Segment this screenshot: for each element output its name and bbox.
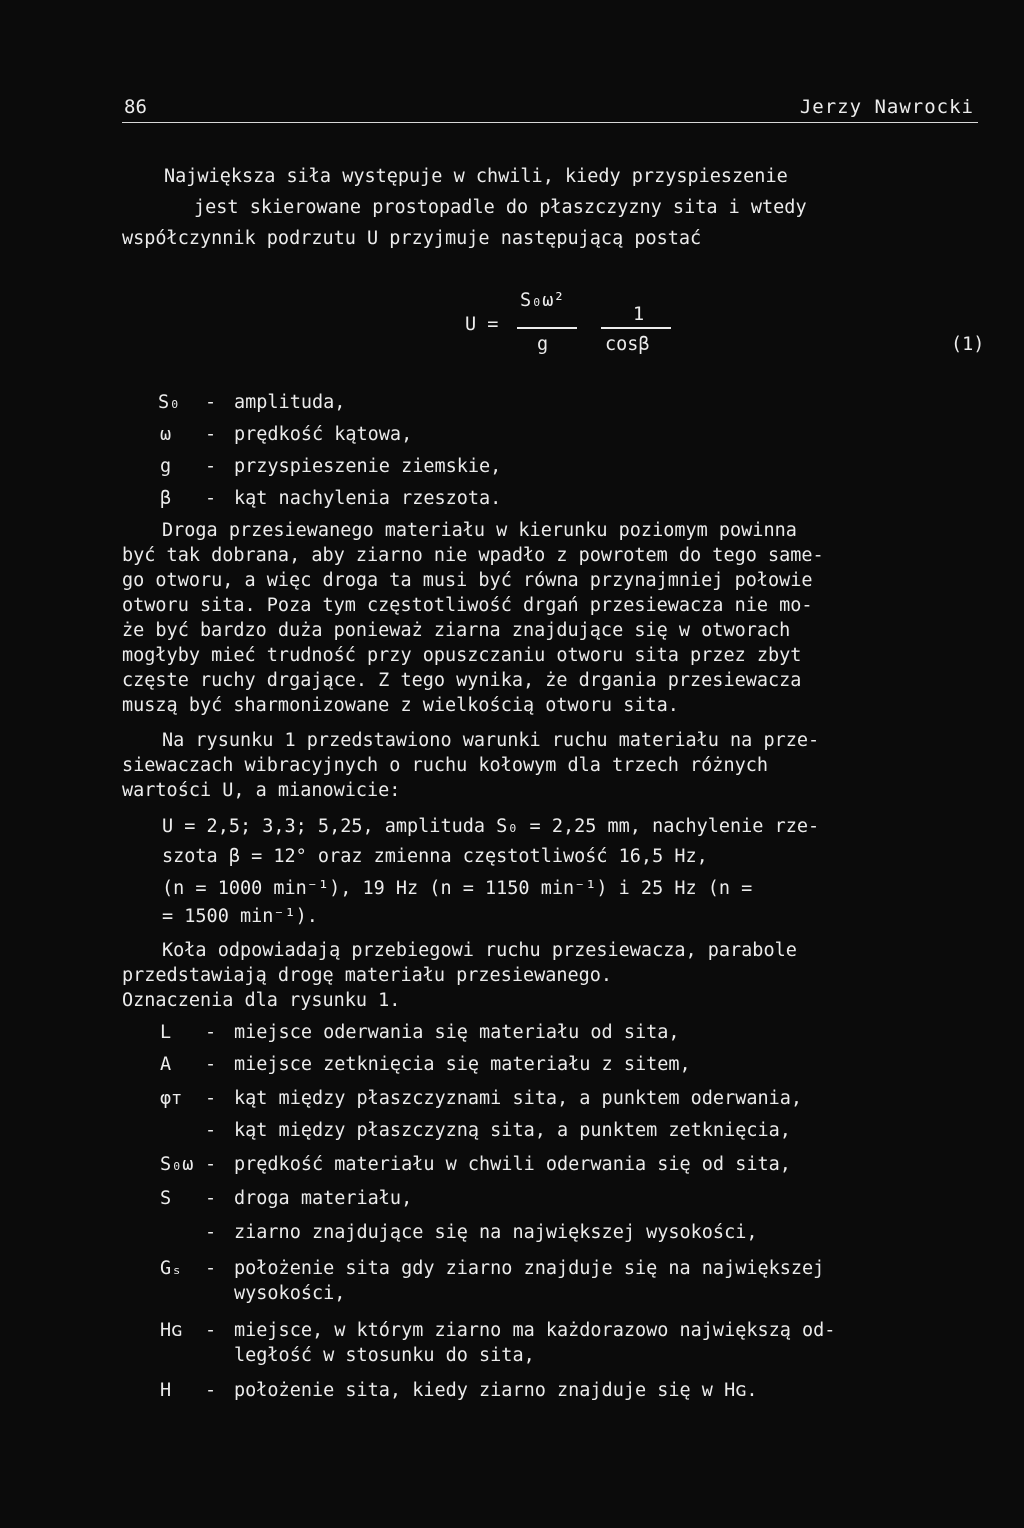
legend-symbol: φᴛ — [160, 1088, 183, 1109]
dash: - — [205, 1120, 217, 1141]
legend-description-continued: ległość w stosunku do sita, — [234, 1345, 535, 1366]
symbol-description: przyspieszenie ziemskie, — [234, 456, 502, 477]
legend-description: miejsce zetknięcia się materiału z sitem, — [234, 1054, 691, 1075]
para4-line-1: Koła odpowiadają przebiegowi ruchu przesiewacza, parabole — [162, 940, 797, 961]
legend-description: położenie sita gdy ziarno znajduje się na największej — [234, 1258, 825, 1279]
formula-frac2-denominator: cosβ — [605, 334, 650, 355]
dash: - — [205, 1320, 217, 1341]
para1-line-2: jest skierowane prostopadle do płaszczyzny sita i wtedy — [194, 197, 807, 218]
fraction-bar-2 — [601, 327, 671, 329]
para3-line-2: siewaczach wibracyjnych o ruchu kołowym dla trzech różnych — [122, 755, 769, 776]
legend-symbol: L — [160, 1022, 172, 1043]
dash: - — [205, 456, 217, 477]
para1-line-3: współczynnik podrzutu U przyjmuje następującą postać — [122, 228, 702, 249]
para2-line-5: że być bardzo duża ponieważ ziarna znajdujące się w otworach — [122, 620, 791, 641]
legend-description: kąt między płaszczyznami sita, a punktem oderwania, — [234, 1088, 803, 1109]
dash: - — [205, 1088, 217, 1109]
formula-lhs: U = — [465, 314, 499, 335]
para3-line-1: Na rysunku 1 przedstawiono warunki ruchu materiału na prze- — [162, 730, 820, 751]
legend-description: miejsce oderwania się materiału od sita, — [234, 1022, 680, 1043]
values-line-2: szota β = 12° oraz zmienna częstotliwość 16,5 Hz, — [162, 846, 708, 867]
para2-line-8: muszą być sharmonizowane z wielkością otworu sita. — [122, 695, 679, 716]
symbol-description: kąt nachylenia rzeszota. — [234, 488, 502, 509]
dash: - — [205, 1380, 217, 1401]
equation-number: (1) — [951, 334, 985, 355]
legend-symbol: S₀ω — [160, 1154, 194, 1175]
formula-1 — [465, 290, 985, 370]
para2-line-6: mogłyby mieć trudność przy opuszczaniu otworu sita przez zbyt — [122, 645, 802, 666]
dash: - — [205, 1022, 217, 1043]
legend-description: prędkość materiału w chwili oderwania się od sita, — [234, 1154, 791, 1175]
formula-numerator: S₀ω² — [520, 290, 565, 311]
para4-line-2: przedstawiają drogę materiału przesiewanego. — [122, 965, 613, 986]
values-line-3: (n = 1000 min⁻¹), 19 Hz (n = 1150 min⁻¹) i 25 Hz (n = — [162, 878, 753, 899]
legend-description: droga materiału, — [234, 1188, 413, 1209]
dash: - — [205, 1154, 217, 1175]
para4-line-3: Oznaczenia dla rysunku 1. — [122, 990, 401, 1011]
legend-symbol: A — [160, 1054, 172, 1075]
legend-symbol: S — [160, 1188, 172, 1209]
symbol-description: amplituda, — [234, 392, 346, 413]
legend-description: położenie sita, kiedy ziarno znajduje się w Hɢ. — [234, 1380, 758, 1401]
para2-line-7: częste ruchy drgające. Z tego wynika, że drgania przesiewacza — [122, 670, 802, 691]
legend-description-continued: wysokości, — [234, 1283, 346, 1304]
header-rule — [122, 122, 978, 123]
page-number: 86 — [124, 96, 147, 118]
dash: - — [205, 1054, 217, 1075]
legend-symbol: H — [160, 1380, 172, 1401]
dash: - — [205, 424, 217, 445]
legend-description: miejsce, w którym ziarno ma każdorazowo największą od- — [234, 1320, 836, 1341]
para2-line-2: być tak dobrana, aby ziarno nie wpadło z powrotem do tego same- — [122, 545, 824, 566]
legend-symbol: Hɢ — [160, 1320, 183, 1341]
para2-line-3: go otworu, a więc droga ta musi być równa przynajmniej połowie — [122, 570, 813, 591]
legend-description: ziarno znajdujące się na największej wysokości, — [234, 1222, 758, 1243]
para2-line-4: otworu sita. Poza tym częstotliwość drgań przesiewacza nie mo- — [122, 595, 813, 616]
dash: - — [205, 1188, 217, 1209]
running-header-author: Jerzy Nawrocki — [799, 96, 974, 118]
legend-description: kąt między płaszczyzną sita, a punktem zetknięcia, — [234, 1120, 791, 1141]
symbol: β — [160, 488, 172, 509]
para2-line-1: Droga przesiewanego materiału w kierunku poziomym powinna — [162, 520, 797, 541]
symbol: g — [160, 456, 172, 477]
dash: - — [205, 1258, 217, 1279]
fraction-bar-1 — [517, 327, 577, 329]
symbol: ω — [160, 424, 172, 445]
dash: - — [205, 1222, 217, 1243]
values-line-4: = 1500 min⁻¹). — [162, 906, 318, 927]
formula-frac2-numerator: 1 — [633, 304, 645, 325]
legend-symbol: Gₛ — [160, 1258, 183, 1279]
dash: - — [205, 488, 217, 509]
symbol-description: prędkość kątowa, — [234, 424, 413, 445]
formula-denominator: g — [537, 334, 549, 355]
para3-line-3: wartości U, a mianowicie: — [122, 780, 401, 801]
para1-line-1: Największa siła występuje w chwili, kiedy przyspieszenie — [164, 166, 788, 187]
symbol: S₀ — [158, 392, 181, 413]
dash: - — [205, 392, 217, 413]
values-line-1: U = 2,5; 3,3; 5,25, amplituda S₀ = 2,25 mm, nachylenie rze- — [162, 816, 820, 837]
